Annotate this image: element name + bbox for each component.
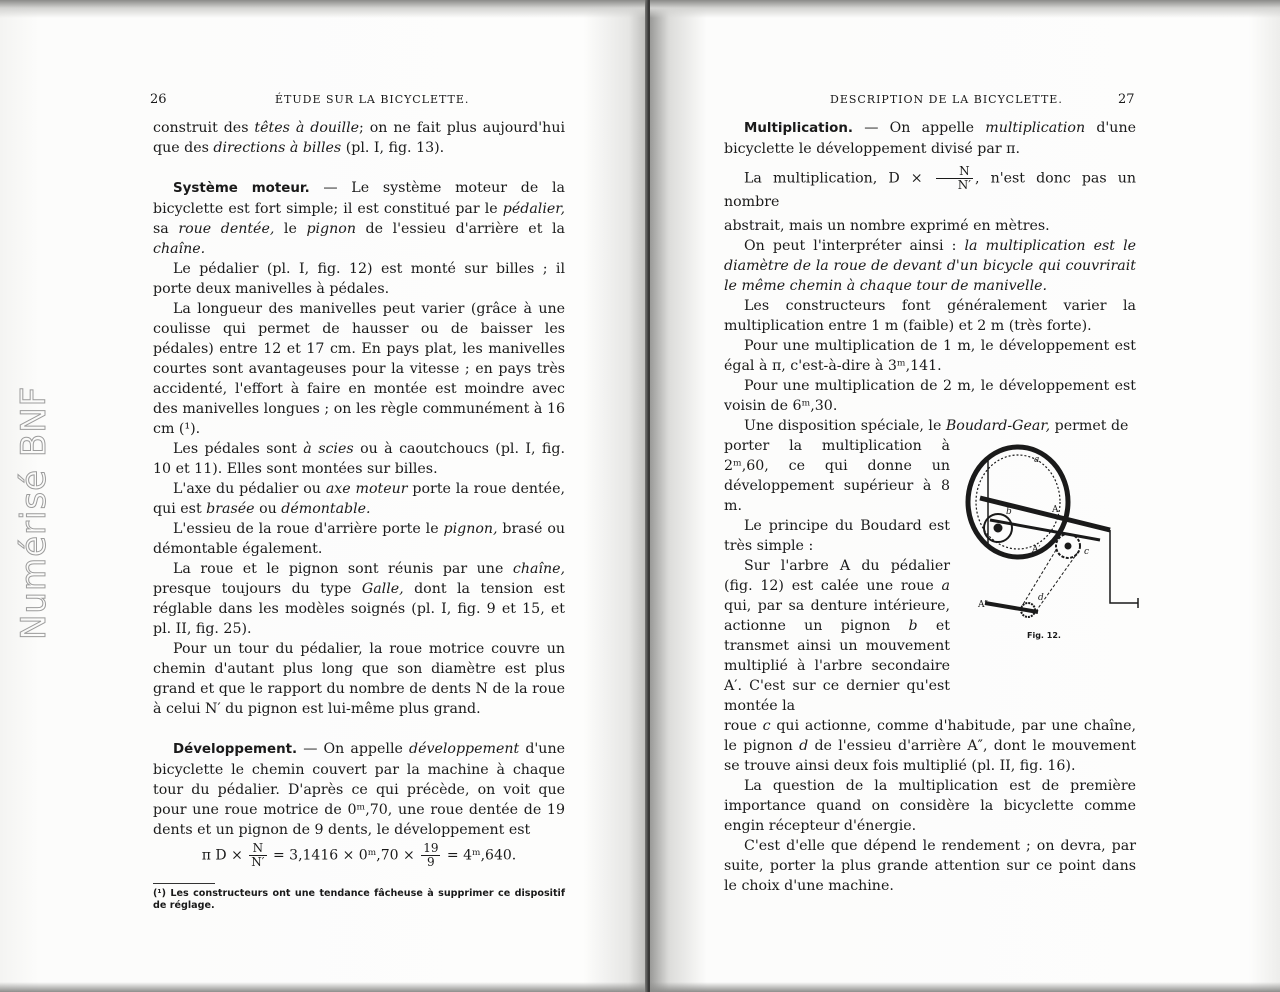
paragraph-principe: Le principe du Boudard est très simple : — [724, 518, 950, 554]
paragraph-constructeurs: Les constructeurs font généralement varier la multiplication entre 1 m (faible) et 2 m (très forte). — [724, 298, 1136, 334]
figure-label-b: b — [1006, 507, 1012, 517]
paragraph-longueur: La longueur des manivelles peut varier (grâce à une coulisse qui permet de hausser ou de baisser les pédales) entre 12 et 17 cm. En pays plat, les manivelles courtes sont avantageuses pour la vitesse ; en pays très accidenté, l'effort à faire en montée est moindre avec des manivelles longues ; on les règle communément à 16 cm (¹). — [153, 301, 565, 437]
paragraph-arbre: Sur l'arbre A du pédalier (fig. 12) est calée une roue a qui, par sa denture intérieure, actionne un pignon b et transmet ainsi un mouvement multiplié à l'arbre secondaire A′. C'est sur ce dernier qu'est montée la — [724, 558, 950, 714]
paragraph-axe: L'axe du pédalier ou axe moteur porte la roue dentée, qui est brasée ou démontable. — [153, 481, 565, 517]
footnote: (¹) Les constructeurs ont une tendance fâcheuse à supprimer ce dispositif de réglage. — [153, 888, 565, 911]
figure-caption: Fig. 12. — [1027, 631, 1061, 640]
section-title-multiplication: Multiplication. — [744, 121, 853, 136]
paragraph-multiplication: Multiplication. — On appelle multiplication d'une bicyclette le développement divisé par π. — [724, 120, 1136, 157]
figure-boudard-gear — [960, 440, 1150, 650]
section-title-developpement: Développement. — [173, 742, 298, 757]
paragraph-essieu: L'essieu de la roue d'arrière porte le pignon, brasé ou démontable également. — [153, 521, 565, 557]
formula-developpement: π D × $\frac{N}{N'}$ = 3,1416 × 0ᵐ,70 × $\frac{19}{9}$ = 4ᵐ,640. — [201, 841, 517, 869]
watermark: Numérisé BNF — [14, 385, 54, 640]
paragraph-developpement: Développement. — On appelle développement d'une bicyclette le chemin couvert par la machine à chaque tour du pédalier. D'après ce qui précède, on voit que pour une roue motrice de 0ᵐ,70, une roue dentée de 19 dents et un pignon de 9 dents, le développement est — [153, 741, 565, 838]
paragraph-1m: Pour une multiplication de 1 m, le développement est égal à π, c'est-à-dire à 3ᵐ,141. — [724, 338, 1136, 374]
figure-label-A2: A″ — [978, 600, 988, 610]
running-head-right: DESCRIPTION DE LA BICYCLETTE. — [830, 93, 1063, 106]
paragraph-question: La question de la multiplication est de première importance quand on considère la bicyclette comme engin récepteur d'énergie. — [724, 778, 1136, 834]
paragraph-roue-pignon: La roue et le pignon sont réunis par une chaîne, presque toujours du type Galle, dont la tension est réglable dans les modèles soignés (pl. I, fig. 9 et 15, et pl. II, fig. 25). — [153, 561, 565, 637]
paragraph-pedales: Les pédales sont à scies ou à caoutchoucs (pl. I, fig. 10 et 11). Elles sont montées sur billes. — [153, 441, 565, 477]
figure-label-A: A — [1052, 505, 1059, 515]
page-number-right: 27 — [1118, 92, 1135, 107]
figure-label-A1: A′ — [1032, 545, 1041, 555]
paragraph-pedalier: Le pédalier (pl. I, fig. 12) est monté sur billes ; il porte deux manivelles à pédales. — [153, 261, 565, 297]
paragraph-mult-formula: La multiplication, D × $\frac{N}{N'}$ , n'est donc pas un nombre — [724, 164, 1137, 210]
text-beside-figure — [724, 436, 950, 716]
running-head-left: ÉTUDE SUR LA BICYCLETTE. — [275, 93, 470, 106]
footnote-rule — [153, 883, 215, 884]
page-number-left: 26 — [150, 92, 167, 107]
paragraph-tour-pedalier: Pour un tour du pédalier, la roue motrice couvre un chemin d'autant plus long que son diamètre est plus grand et que le rapport du nombre de dents N de la roue à celui N′ du pignon est lui-même plus grand. — [153, 641, 565, 717]
figure-label-d: d — [1038, 593, 1044, 603]
paragraph-roue-c: roue c qui actionne, comme d'habitude, par une chaîne, le pignon d de l'essieu d'arrière A″, dont le mouvement se trouve ainsi deux fois multiplié (pl. II, fig. 16). — [724, 718, 1136, 774]
paragraph-abstrait: abstrait, mais un nombre exprimé en mètres. — [724, 218, 1050, 234]
paragraph-systeme-moteur: Système moteur. — Le système moteur de la bicyclette est fort simple; il est constitué par le pédalier, sa roue dentée, le pignon de l'essieu d'arrière et la chaîne. — [153, 180, 565, 257]
figure-label-a: a — [1034, 455, 1040, 465]
left-text-column — [153, 118, 565, 912]
paragraph-interpreter: On peut l'interpréter ainsi : la multiplication est le diamètre de la roue de devant d'un bicycle qui couvrirait le même chemin à chaque tour de manivelle. — [724, 238, 1137, 294]
figure-label-c: c — [1084, 547, 1090, 557]
paragraph-2m: Pour une multiplication de 2 m, le développement est voisin de 6ᵐ,30. — [724, 378, 1136, 414]
paragraph-rendement: C'est d'elle que dépend le rendement ; on devra, par suite, porter la plus grande attention sur ce point dans le choix d'une machine. — [724, 838, 1136, 894]
section-title-systeme-moteur: Système moteur. — [173, 181, 310, 196]
paragraph-boudard-intro: Une disposition spéciale, le Boudard-Gear, permet de — [744, 418, 1129, 434]
paragraph-boudard-rest: porter la multiplication à 2ᵐ,60, ce qui donne un développement supérieur à 8 m. — [724, 438, 950, 514]
paragraph-intro: construit des têtes à douille; on ne fait plus aujourd'hui que des directions à billes (pl. I, fig. 13). — [153, 120, 565, 156]
